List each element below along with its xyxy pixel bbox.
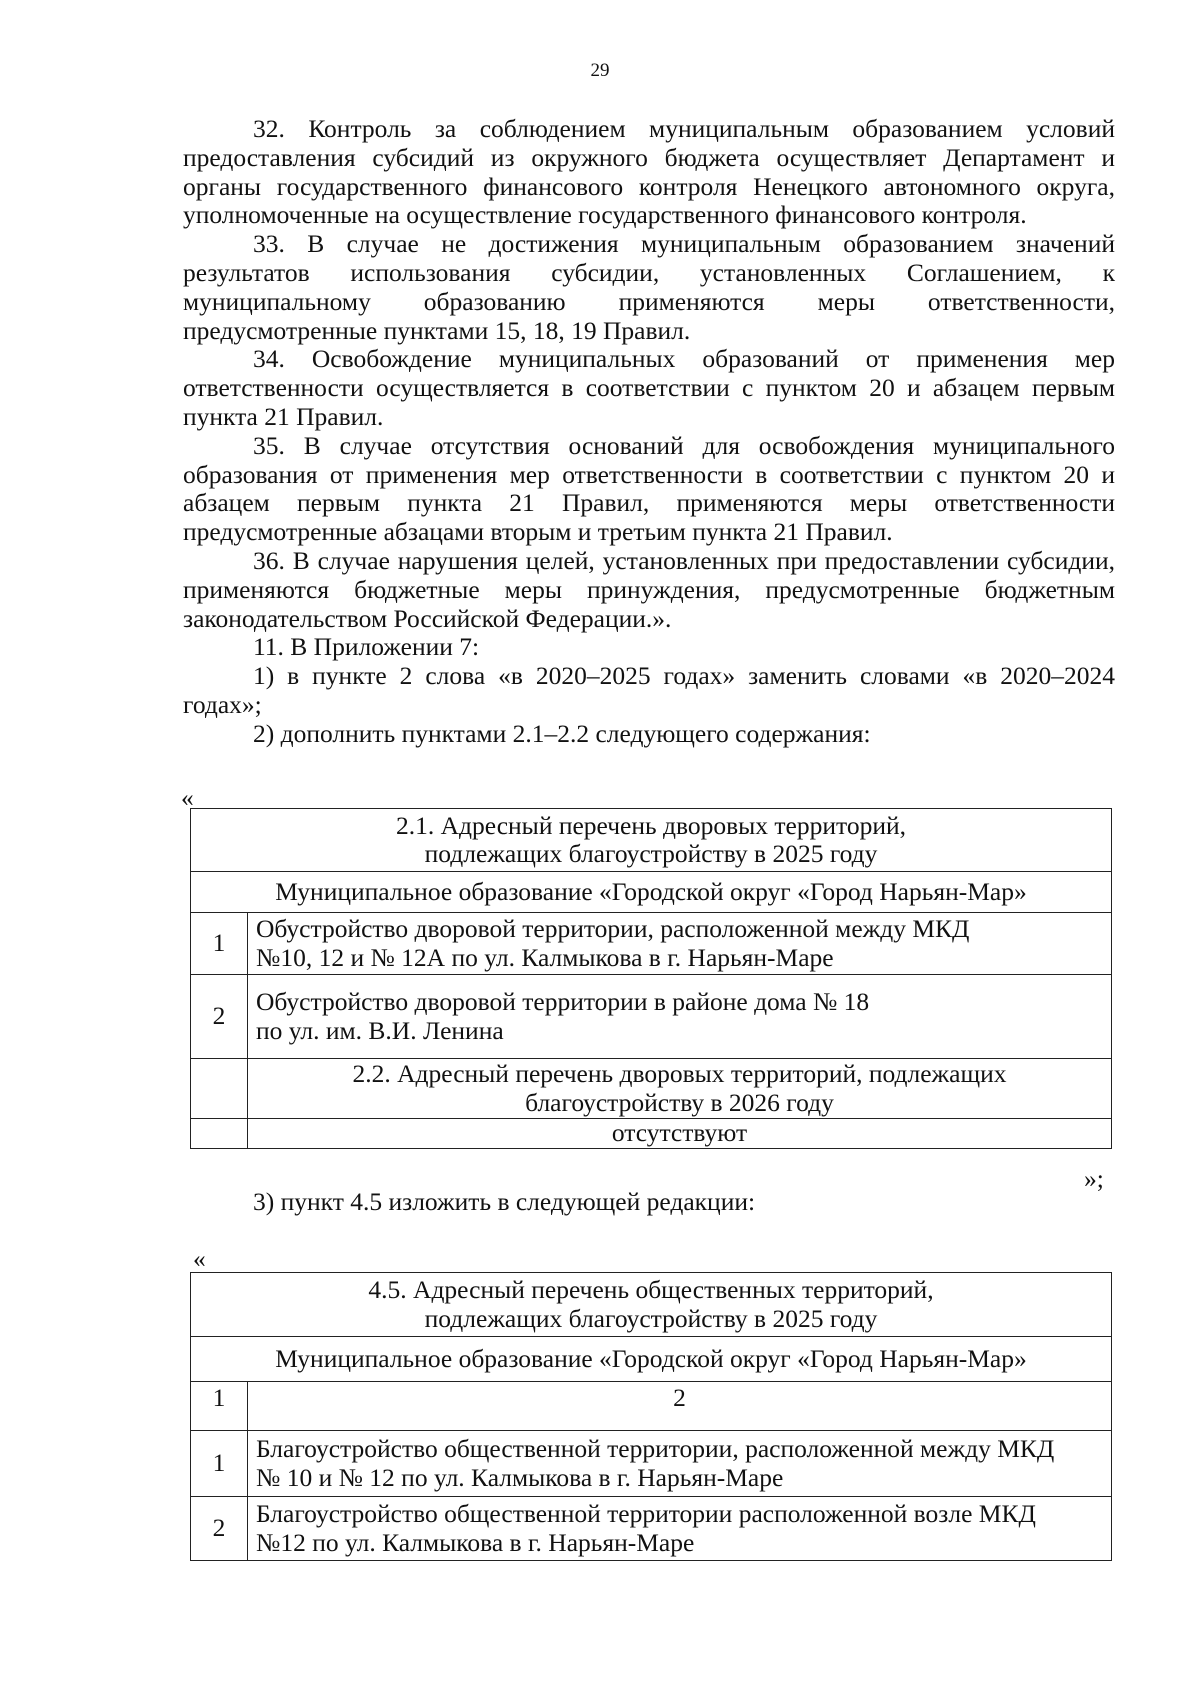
table2-row-2-num: 2 bbox=[191, 1497, 248, 1561]
paragraph-35: 35. В случае отсутствия оснований для освобождения муниципального образования от применения мер ответственности в соответствии с пунктом 20 и абзацем первым пункта 21 Правил, применяются меры ответственности предусмотренные абзацами вторым и третьим пункта 21 Правил. bbox=[183, 430, 1115, 547]
table1-row-2-num: 2 bbox=[191, 975, 248, 1059]
table2-row-2-text: Благоустройство общественной территории расположенной возле МКД №12 по ул. Калмыкова в г. Нарьян-Маре bbox=[248, 1497, 1112, 1561]
table1-subtitle: 2.2. Адресный перечень дворовых территорий, подлежащих благоустройству в 2026 году bbox=[248, 1059, 1112, 1119]
paragraph-11-item-3: 3) пункт 4.5 изложить в следующей редакции: bbox=[253, 1187, 756, 1216]
table2-col-header-1: 1 bbox=[191, 1382, 248, 1431]
table1-title: 2.1. Адресный перечень дворовых территорий, подлежащих благоустройству в 2025 году bbox=[191, 809, 1112, 872]
table2-title: 4.5. Адресный перечень общественных территорий, подлежащих благоустройству в 2025 году bbox=[191, 1273, 1112, 1337]
close-quote-1: »; bbox=[1084, 1164, 1104, 1193]
paragraph-11-item-1: 1) в пункте 2 слова «в 2020–2025 годах» заменить словами «в 2020–2024 годах»; bbox=[183, 661, 1115, 719]
table-public-spaces bbox=[190, 1272, 1112, 1561]
table-courtyards bbox=[190, 808, 1112, 1149]
table1-absent: отсутствуют bbox=[248, 1119, 1112, 1149]
open-quote-1: « bbox=[181, 783, 194, 812]
paragraph-33: 33. В случае не достижения муниципальным образованием значений результатов использования субсидии, установленных Соглашением, к муниципальному образованию применяются меры ответственности, предусмотренные пунктами 15, 18, 19 Правил. bbox=[183, 229, 1115, 345]
table1-row-1-num: 1 bbox=[191, 913, 248, 975]
table1-row-4-num bbox=[191, 1119, 248, 1149]
table2-row-1-text: Благоустройство общественной территории, расположенной между МКД № 10 и № 12 по ул. Калмыкова в г. Нарьян-Маре bbox=[248, 1431, 1112, 1497]
table1-row-2-text: Обустройство дворовой территории в районе дома № 18 по ул. им. В.И. Ленина bbox=[248, 975, 1112, 1059]
table1-municipality: Муниципальное образование «Городской округ «Город Нарьян-Мар» bbox=[191, 872, 1112, 913]
paragraph-32: 32. Контроль за соблюдением муниципальным образованием условий предоставления субсидий из окружного бюджета осуществляет Департамент и органы государственного финансового контроля Ненецкого автономного округа, уполномоченные на осуществление государственного финансового контроля. bbox=[183, 114, 1115, 230]
paragraph-36: 36. В случае нарушения целей, установленных при предоставлении субсидии, применяются бюджетные меры принуждения, предусмотренные бюджетным законодательством Российской Федерации.». bbox=[183, 545, 1115, 633]
paragraph-11: 11. В Приложении 7: bbox=[253, 632, 480, 662]
table2-municipality: Муниципальное образование «Городской округ «Город Нарьян-Мар» bbox=[191, 1337, 1112, 1382]
page-number: 29 bbox=[590, 60, 610, 81]
table1-row-1-text: Обустройство дворовой территории, расположенной между МКД №10, 12 и № 12А по ул. Калмыкова в г. Нарьян-Маре bbox=[248, 913, 1112, 975]
paragraph-11-item-2: 2) дополнить пунктами 2.1–2.2 следующего содержания: bbox=[253, 718, 871, 748]
table2-col-header-2: 2 bbox=[248, 1382, 1112, 1431]
paragraph-34: 34. Освобождение муниципальных образований от применения мер ответственности осуществляется в соответствии с пунктом 20 и абзацем первым пункта 21 Правил. bbox=[183, 344, 1115, 431]
table2-row-1-num: 1 bbox=[191, 1431, 248, 1497]
open-quote-2: « bbox=[193, 1244, 206, 1273]
document-body bbox=[183, 115, 1115, 749]
table1-row-3-num bbox=[191, 1059, 248, 1119]
